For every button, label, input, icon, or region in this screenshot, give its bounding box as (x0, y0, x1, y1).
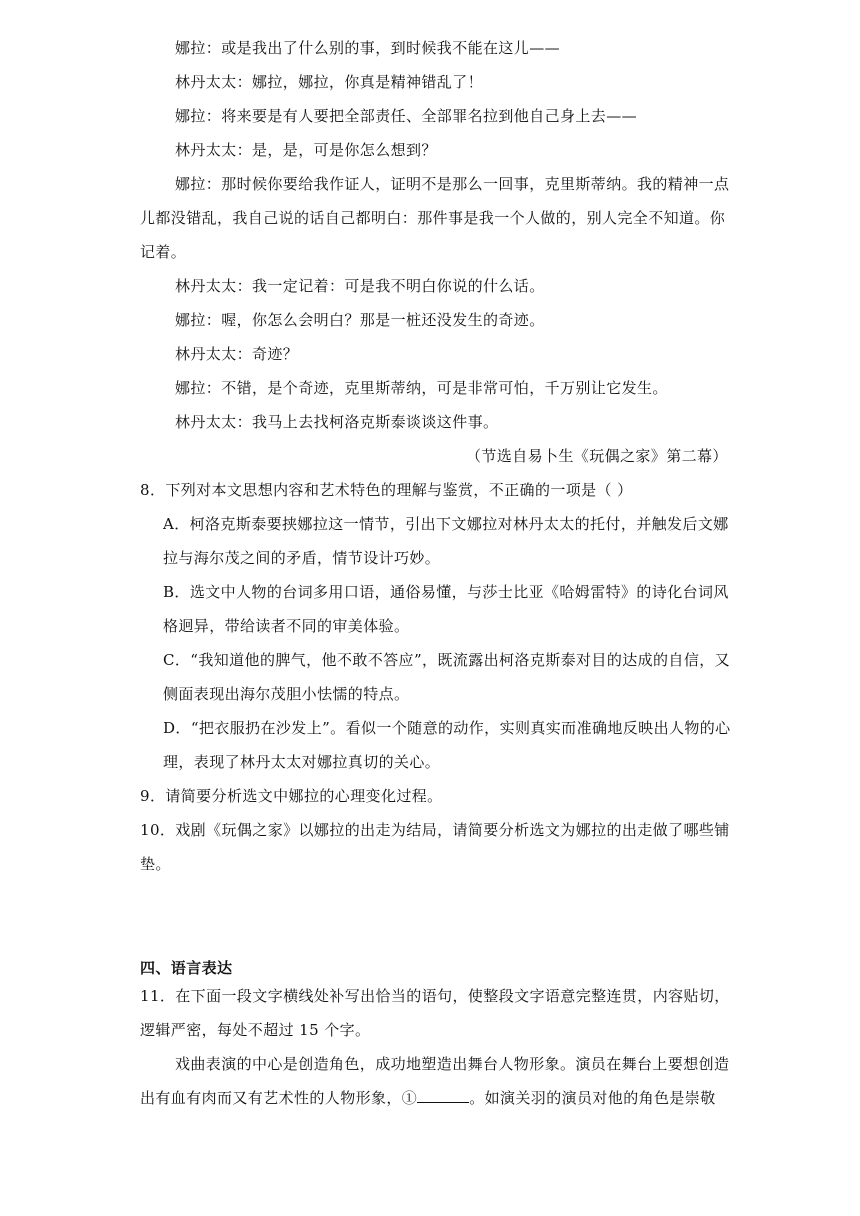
passage-text: 出有血有肉而又有艺术性的人物形象，① (140, 1089, 418, 1107)
question-8-stem: 8．下列对本文思想内容和艺术特色的理解与鉴赏，不正确的一项是（ ） (140, 481, 633, 499)
dialogue-line: 林丹太太：我一定记着：可是我不明白你说的什么话。 (175, 277, 545, 295)
question-10-cont: 垫。 (140, 855, 171, 873)
dialogue-line: 林丹太太：娜拉，娜拉，你真是精神错乱了！ (175, 73, 484, 91)
dialogue-line: 林丹太太：我马上去找柯洛克斯泰谈谈这件事。 (175, 413, 499, 431)
section-heading: 四、语言表达 (140, 959, 233, 977)
question-9: 9．请简要分析选文中娜拉的心理变化过程。 (140, 787, 443, 805)
question-8-option-c: C．“我知道他的脾气，他不敢不答应”，既流露出柯洛克斯泰对目的达成的自信，又 (163, 651, 731, 669)
question-11-cont: 逻辑严密，每处不超过 15 个字。 (140, 1021, 371, 1039)
dialogue-line: 娜拉：喔，你怎么会明白？那是一桩还没发生的奇迹。 (175, 311, 545, 329)
dialogue-line: 记着。 (140, 243, 187, 261)
passage-line (140, 1088, 716, 1108)
source-citation: （节选自易卜生《玩偶之家》第二幕） (466, 447, 728, 465)
dialogue-line: 林丹太太：奇迹？ (175, 345, 299, 363)
question-8-option-b-cont: 格迥异，带给读者不同的审美体验。 (163, 617, 410, 635)
dialogue-line: 娜拉：或是我出了什么别的事，到时候我不能在这儿—— (175, 39, 561, 57)
dialogue-line: 儿都没错乱，我自己说的话自己都明白：那件事是我一个人做的，别人完全不知道。你 (140, 209, 726, 227)
dialogue-line: 林丹太太：是，是，可是你怎么想到？ (175, 141, 437, 159)
question-8-option-a-cont: 拉与海尔茂之间的矛盾，情节设计巧妙。 (163, 549, 441, 567)
question-11: 11．在下面一段文字横线处补写出恰当的语句，使整段文字语意完整连贯，内容贴切， (140, 987, 730, 1005)
question-10: 10．戏剧《玩偶之家》以娜拉的出走为结局，请简要分析选文为娜拉的出走做了哪些铺 (140, 821, 730, 839)
question-8-option-d: D．“把衣服扔在沙发上”。看似一个随意的动作，实则真实而准确地反映出人物的心 (163, 719, 731, 737)
passage-line: 戏曲表演的中心是创造角色，成功地塑造出舞台人物形象。演员在舞台上要想创造 (175, 1055, 730, 1073)
dialogue-line: 娜拉：将来要是有人要把全部责任、全部罪名拉到他自己身上去—— (175, 107, 638, 125)
question-8-option-a: A．柯洛克斯泰要挟娜拉这一情节，引出下文娜拉对林丹太太的托付，并触发后文娜 (163, 515, 729, 533)
question-8-option-d-cont: 理，表现了林丹太太对娜拉真切的关心。 (163, 753, 441, 771)
passage-text: 。如演关羽的演员对他的角色是崇敬 (469, 1089, 716, 1107)
dialogue-line: 娜拉：那时候你要给我作证人，证明不是那么一回事，克里斯蒂纳。我的精神一点 (175, 175, 730, 193)
dialogue-line: 娜拉：不错，是个奇迹，克里斯蒂纳，可是非常可怕，千万别让它发生。 (175, 379, 668, 397)
question-8-option-b: B．选文中人物的台词多用口语，通俗易懂，与莎士比亚《哈姆雷特》的诗化台词风 (163, 583, 729, 601)
question-8-option-c-cont: 侧面表现出海尔茂胆小怯懦的特点。 (163, 685, 410, 703)
answer-blank[interactable] (417, 1088, 469, 1103)
